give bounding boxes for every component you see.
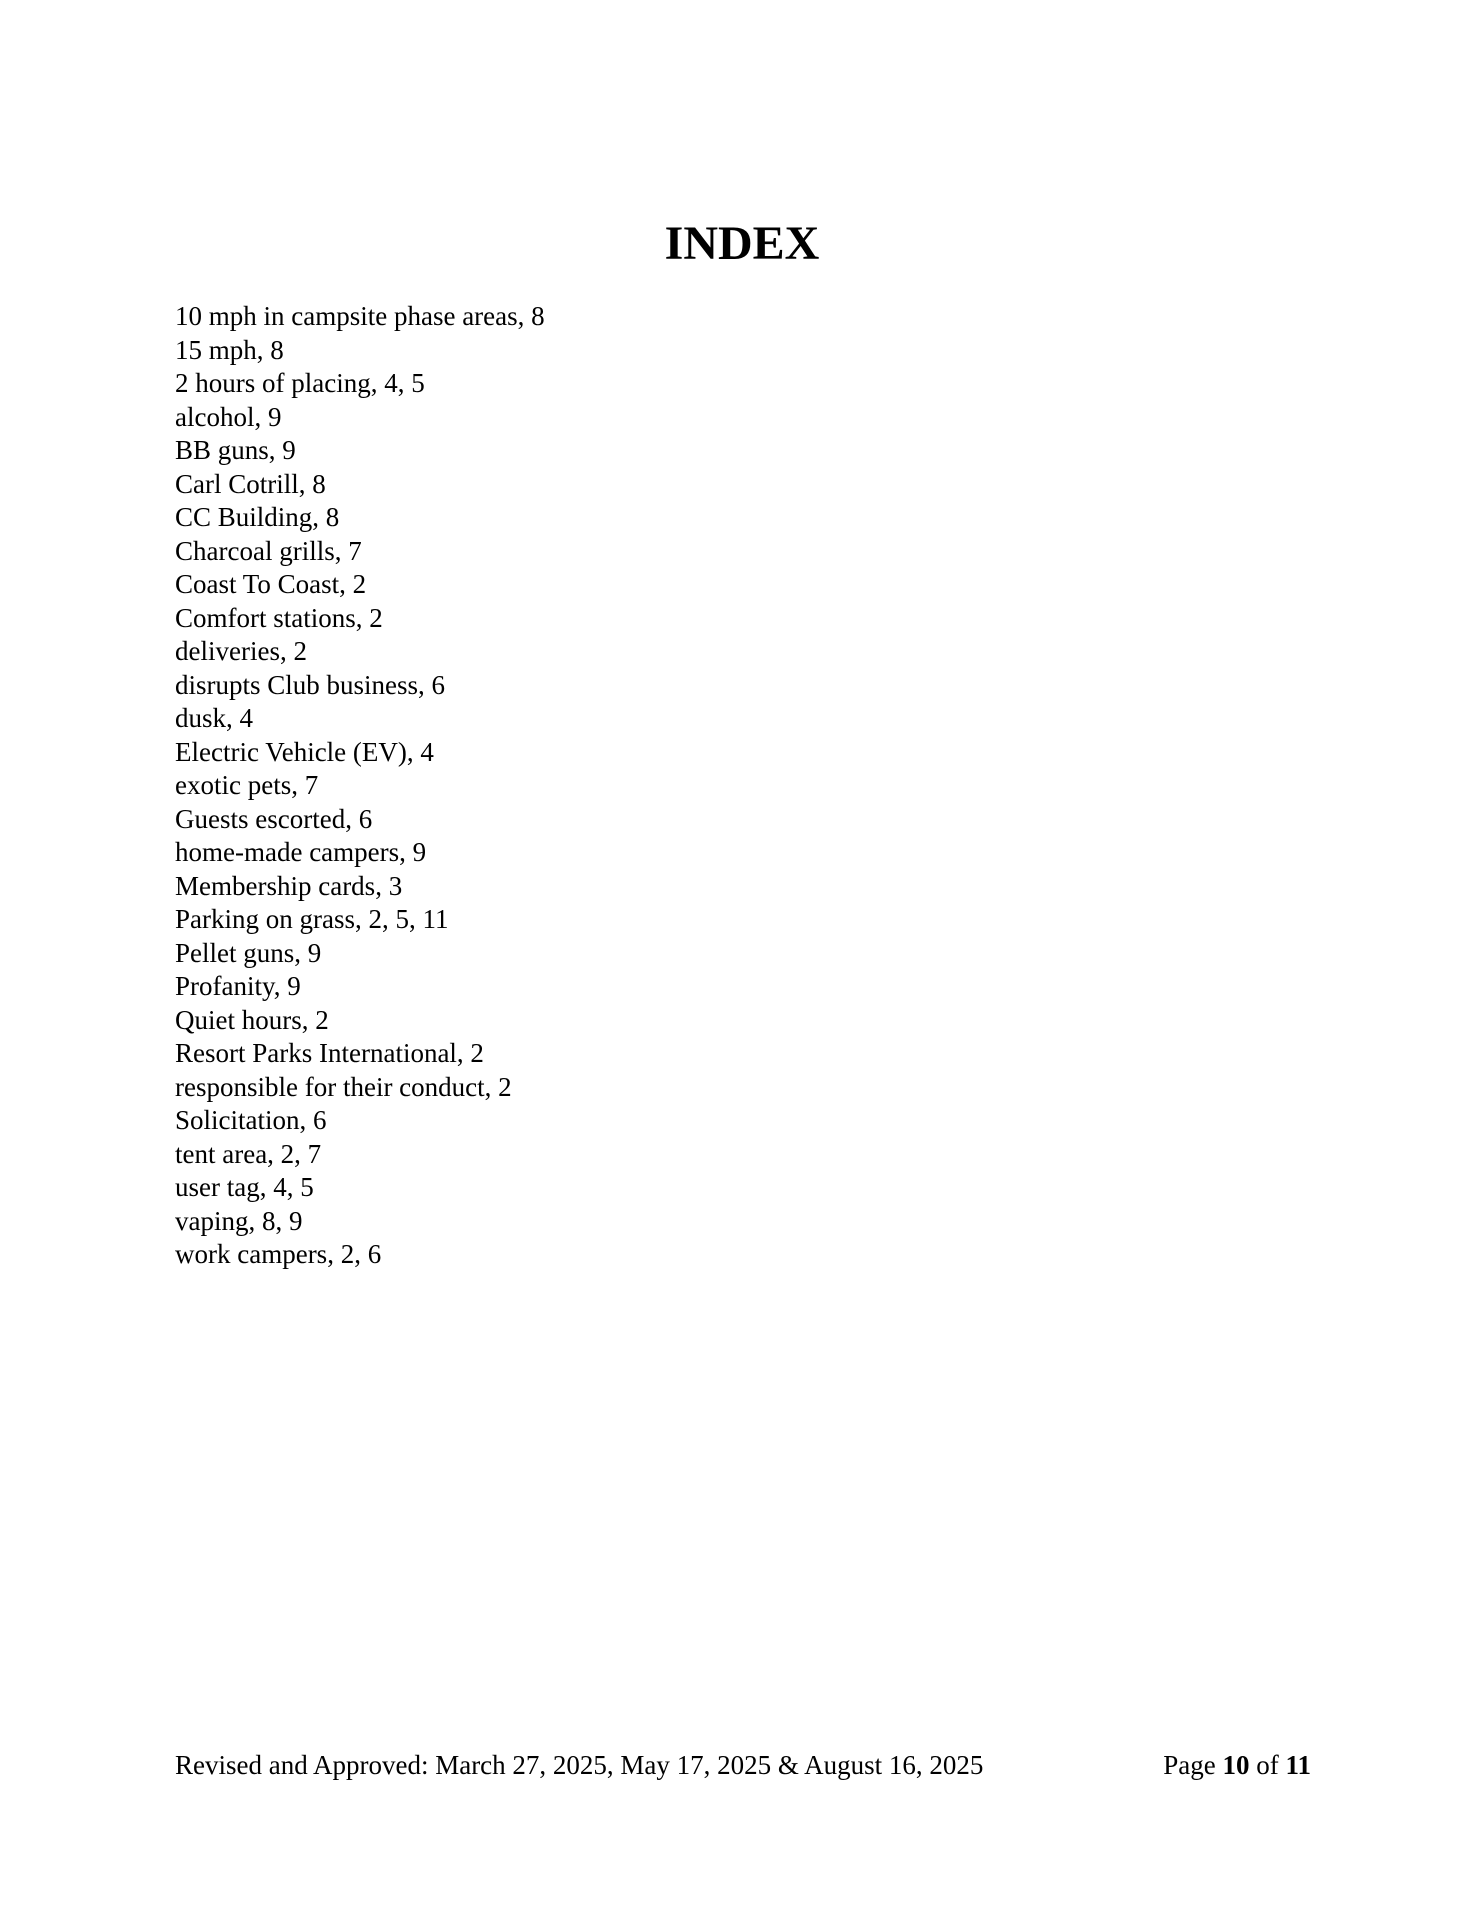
index-entry: responsible for their conduct, 2: [175, 1071, 512, 1102]
page-label: Page: [1163, 1750, 1216, 1780]
index-entry: Pellet guns, 9: [175, 937, 322, 968]
index-entry: tent area, 2, 7: [175, 1138, 322, 1169]
index-entry: Solicitation, 6: [175, 1105, 327, 1135]
index-entry: Comfort stations, 2: [175, 602, 383, 633]
total-page-count: 11: [1285, 1750, 1311, 1780]
index-entry: 10 mph in campsite phase areas, 8: [175, 301, 545, 331]
index-entry: CC Building, 8: [175, 502, 340, 532]
index-entry: Guests escorted, 6: [175, 803, 373, 834]
index-entry: user tag, 4, 5: [175, 1172, 314, 1202]
index-entry: BB guns, 9: [175, 435, 296, 465]
index-entry: 15 mph, 8: [175, 334, 284, 365]
revision-note: Revised and Approved: March 27, 2025, May 17, 2025 & August 16, 2025: [175, 1750, 984, 1780]
index-entry: disrupts Club business, 6: [175, 669, 446, 700]
of-label: of: [1256, 1750, 1279, 1780]
index-entry: Resort Parks International, 2: [175, 1038, 484, 1068]
index-entry: alcohol, 9: [175, 401, 282, 432]
index-entry: exotic pets, 7: [175, 770, 319, 800]
index-entry: Quiet hours, 2: [175, 1004, 329, 1035]
index-entry: vaping, 8, 9: [175, 1205, 303, 1236]
index-list: [175, 300, 545, 1272]
index-entry: 2 hours of placing, 4, 5: [175, 368, 425, 398]
index-entry: Parking on grass, 2, 5, 11: [175, 904, 449, 934]
index-entry: dusk, 4: [175, 703, 254, 733]
index-entry: Membership cards, 3: [175, 870, 403, 901]
index-entry: Carl Cotrill, 8: [175, 468, 326, 499]
index-entry: home-made campers, 9: [175, 837, 427, 867]
index-entry: work campers, 2, 6: [175, 1239, 382, 1269]
index-entry: Electric Vehicle (EV), 4: [175, 736, 434, 767]
index-entry: Charcoal grills, 7: [175, 535, 362, 566]
index-entry: Profanity, 9: [175, 971, 301, 1001]
page-title: INDEX: [664, 217, 820, 270]
page-number: [1163, 1748, 1311, 1782]
index-entry: deliveries, 2: [175, 636, 307, 666]
current-page-number: 10: [1222, 1750, 1250, 1780]
index-entry: Coast To Coast, 2: [175, 569, 367, 599]
